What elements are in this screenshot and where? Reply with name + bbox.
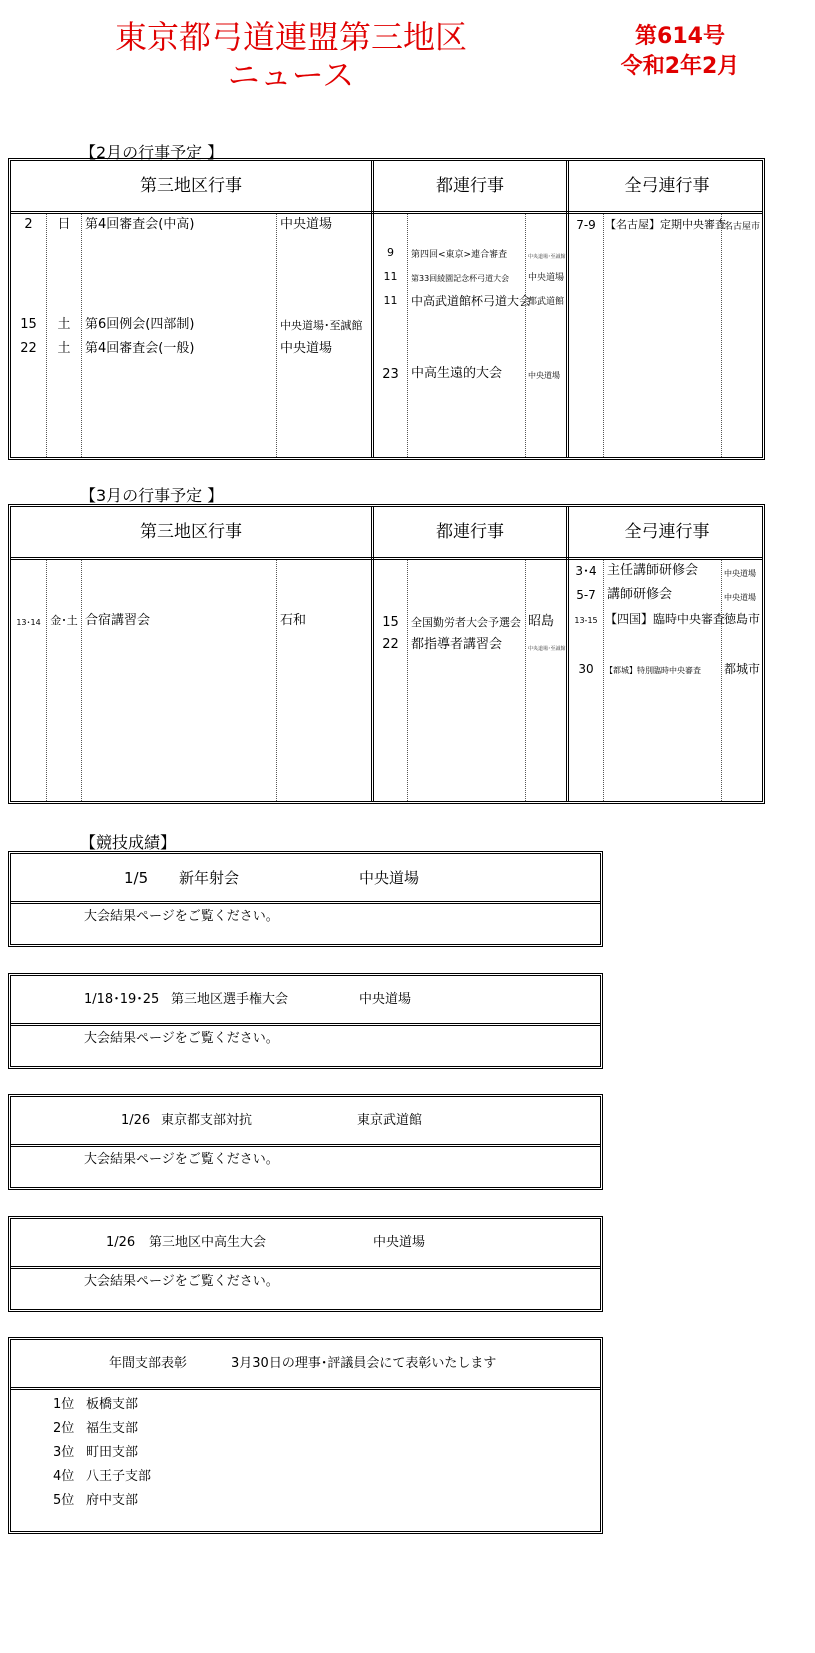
feb-district-day: 15: [20, 317, 37, 332]
result-date: 1/26: [106, 1235, 136, 1250]
result-box: [8, 1216, 603, 1312]
mar-national-day: 13-15: [574, 616, 598, 625]
award-rank: 3位: [53, 1445, 75, 1460]
mar-national-day: 3･4: [575, 564, 597, 578]
awards-box: [8, 1337, 603, 1534]
feb-col-district: 第三地区行事: [140, 176, 242, 196]
feb-col-national: 全弓連行事: [624, 176, 710, 196]
result-date: 1/18･19･25: [84, 992, 160, 1007]
mar-national-event: 【四国】臨時中央審査: [605, 612, 726, 626]
award-rank: 1位: [53, 1397, 75, 1412]
award-branch: 板橋支部: [86, 1397, 139, 1412]
feb-tokyo-event: 中高武道館杯弓道大会: [411, 294, 532, 308]
feb-district-dow: 日: [57, 217, 71, 232]
feb-tokyo-day: 11: [383, 294, 398, 307]
results-section-label: 【競技成績】: [80, 833, 177, 852]
result-box: [8, 1094, 603, 1190]
issue-number: 第614号: [635, 24, 725, 49]
newsletter-title: [105, 18, 477, 94]
mar-national-event: 講師研修会: [607, 587, 673, 602]
mar-national-place: 徳島市: [724, 612, 761, 626]
award-rank: 4位: [53, 1469, 75, 1484]
feb-district-event: 第4回審査会(一般): [85, 341, 195, 356]
result-box: [8, 851, 603, 947]
feb-section-label: 【2月の行事予定 】: [80, 143, 224, 162]
mar-national-place: 都城市: [724, 662, 761, 676]
result-place: 中央道場: [359, 869, 420, 887]
award-branch: 町田支部: [86, 1445, 139, 1460]
feb-district-place: 中央道場･至誠館: [280, 319, 363, 332]
mar-national-event: 主任講師研修会: [607, 563, 699, 578]
feb-district-place: 中央道場: [280, 217, 333, 232]
result-date: 1/26: [121, 1113, 151, 1128]
mar-tokyo-day: 22: [382, 637, 399, 652]
result-name: 新年射会: [179, 869, 240, 887]
mar-national-place: 中央道場: [724, 593, 756, 602]
mar-col-national: 全弓連行事: [624, 522, 710, 542]
result-name: 東京都支部対抗: [161, 1113, 253, 1128]
mar-section-label: 【3月の行事予定 】: [80, 486, 224, 505]
mar-district-dow: 金･土: [50, 614, 78, 627]
result-body: 大会結果ページをご覧ください。: [84, 909, 279, 924]
mar-schedule-table: [8, 504, 765, 804]
feb-district-place: 中央道場: [280, 341, 333, 356]
feb-tokyo-event: 第33回綾園記念杯弓道大会: [411, 274, 510, 283]
mar-national-event: 【都城】特別臨時中央審査: [605, 666, 701, 675]
mar-tokyo-place: 中央道場･至誠館: [528, 646, 566, 652]
feb-district-dow: 土: [57, 341, 71, 356]
mar-district-day: 13･14: [16, 618, 41, 627]
feb-col-tokyo: 都連行事: [436, 176, 504, 196]
feb-tokyo-day: 9: [387, 246, 394, 259]
title-line-1: 東京都弓道連盟第三地区: [114, 18, 467, 56]
issue-info: [620, 22, 740, 82]
result-place: 中央道場: [373, 1235, 426, 1250]
feb-national-place: 名古屋市: [724, 222, 761, 232]
feb-district-event: 第4回審査会(中高): [85, 217, 195, 232]
mar-national-day: 30: [578, 662, 594, 676]
result-date: 1/5: [124, 869, 149, 887]
feb-tokyo-place: 中央道場: [528, 371, 560, 380]
feb-schedule-table: [8, 158, 765, 460]
mar-col-tokyo: 都連行事: [436, 522, 504, 542]
award-branch: 八王子支部: [86, 1469, 152, 1484]
mar-district-event: 合宿講習会: [85, 613, 151, 628]
result-place: 東京武道館: [357, 1113, 423, 1128]
mar-tokyo-place: 昭島: [528, 614, 555, 629]
award-rank: 5位: [53, 1493, 75, 1508]
result-box: [8, 973, 603, 1069]
feb-tokyo-event: 第四回<東京>連合審査: [411, 250, 508, 260]
title-line-2: ニュース: [227, 56, 355, 94]
feb-tokyo-day: 23: [382, 367, 399, 382]
mar-national-day: 5-7: [576, 588, 596, 602]
mar-tokyo-event: 都指導者講習会: [411, 637, 503, 652]
issue-date: 令和2年2月: [620, 54, 740, 79]
result-place: 中央道場: [359, 992, 412, 1007]
feb-district-event: 第6回例会(四部制): [85, 317, 195, 332]
result-body: 大会結果ページをご覧ください。: [84, 1274, 279, 1289]
result-name: 第三地区選手権大会: [171, 992, 289, 1007]
feb-district-day: 22: [20, 341, 37, 356]
awards-title: 年間支部表彰: [109, 1356, 188, 1371]
result-body: 大会結果ページをご覧ください。: [84, 1031, 279, 1046]
feb-district-dow: 土: [57, 317, 71, 332]
result-name: 第三地区中高生大会: [149, 1235, 267, 1250]
mar-col-district: 第三地区行事: [140, 522, 242, 542]
mar-district-place: 石和: [280, 613, 307, 628]
result-body: 大会結果ページをご覧ください。: [84, 1152, 279, 1167]
feb-tokyo-place: 中央道場･至誠館: [528, 254, 566, 260]
feb-national-day: 7-9: [576, 218, 596, 232]
mar-national-place: 中央道場: [724, 569, 756, 578]
award-branch: 福生支部: [86, 1421, 139, 1436]
feb-tokyo-day: 11: [383, 270, 398, 283]
award-rank: 2位: [53, 1421, 75, 1436]
mar-tokyo-event: 全国勤労者大会予選会: [411, 616, 521, 629]
feb-tokyo-place: 中央道場: [528, 273, 565, 283]
feb-national-event: 【名古屋】定期中央審査: [605, 218, 726, 231]
feb-tokyo-event: 中高生遠的大会: [411, 366, 503, 381]
feb-district-day: 2: [24, 217, 33, 232]
award-branch: 府中支部: [86, 1493, 139, 1508]
awards-note: 3月30日の理事･評議員会にて表彰いたします: [231, 1356, 497, 1371]
mar-tokyo-day: 15: [382, 615, 399, 630]
feb-tokyo-place: 都武道館: [528, 297, 565, 307]
